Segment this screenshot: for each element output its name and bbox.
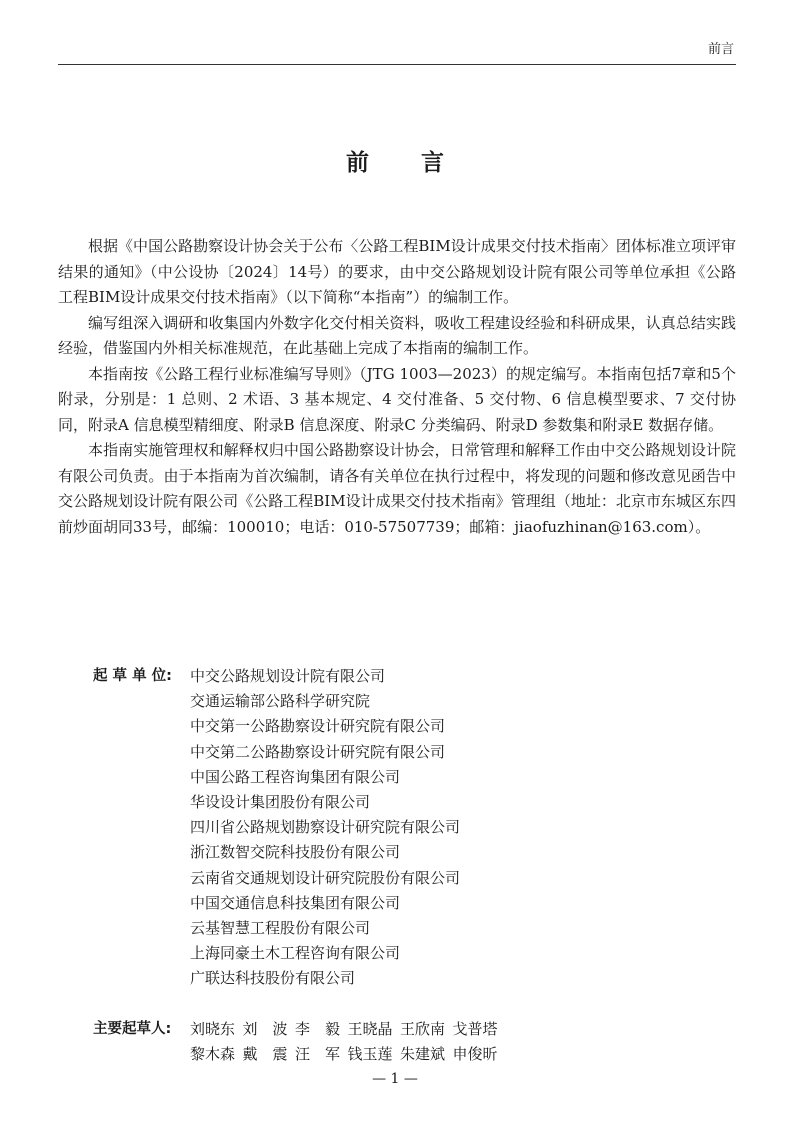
paragraph: 编写组深入调研和收集国内外数字化交付相关资料，吸收工程建设经验和科研成果，认真总结实践经验，借鉴国内外相关标准规范，在此基础上完成了本指南的编制工作。 (58, 313, 736, 357)
drafter-name: 戈普塔 (452, 1020, 498, 1038)
drafting-units-list (190, 664, 460, 992)
list-item: 中国交通信息科技集团有限公司 (190, 893, 401, 912)
drafter-name: 刘 波 (242, 1020, 288, 1038)
list-item: 四川省公路规划勘察设计研究院有限公司 (190, 818, 461, 837)
drafter-name: 汪 军 (295, 1045, 341, 1064)
page-title: 前言 (346, 150, 496, 176)
paragraph: 本指南按《公路工程行业标准编写导则》（JTG 1003—2023）的规定编写。本指南包括7章和5个附录，分别是：1 总则、2 术语、3 基本规定、4 交付准备、5 交付物、6 信息模型要求、7 交付协同，附录A 信息模型精细度、附录B 信息深度、附录C 分类编码、附录D 参数集和附录E 数据存储。 (58, 364, 736, 434)
drafter-row (190, 1042, 610, 1067)
paragraph: 本指南实施管理权和解释权归中国公路勘察设计协会，日常管理和解释工作由中交公路规划设计院有限公司负责。由于本指南为首次编制，请各有关单位在执行过程中，将发现的问题和修改意见函告中交公路规划设计院有限公司《公路工程BIM设计成果交付技术指南》管理组（地址：北京市东城区东四前炒面胡同33号，邮编：100010；电话：010-57507739；邮箱：jiaofuzhinan@163.com）。 (58, 441, 736, 536)
drafter-row (190, 1017, 610, 1042)
list-item: 中国公路工程咨询集团有限公司 (190, 767, 401, 786)
drafting-units-section (93, 664, 460, 992)
list-item: 华设设计集团股份有限公司 (190, 793, 371, 812)
list-item: 中交第一公路勘察设计研究院有限公司 (190, 717, 446, 736)
drafter-name: 申俊昕 (452, 1045, 498, 1064)
drafter-name: 钱玉莲 (347, 1045, 393, 1064)
main-drafters-label: 主要起草人: (93, 1021, 172, 1037)
drafter-name: 李 毅 (295, 1020, 341, 1038)
main-drafters-names (190, 1017, 610, 1067)
list-item: 云基智慧工程股份有限公司 (190, 919, 371, 938)
main-drafters-section (93, 1017, 610, 1067)
drafter-name: 朱建斌 (400, 1045, 446, 1064)
drafter-name: 王欣南 (400, 1020, 446, 1038)
drafter-name: 戴 震 (242, 1045, 288, 1064)
drafter-name: 刘晓东 (190, 1020, 236, 1038)
drafter-name: 王晓晶 (347, 1020, 393, 1038)
running-header-title: 前言 (707, 42, 734, 57)
list-item: 浙江数智交院科技股份有限公司 (190, 843, 401, 862)
list-item: 中交第二公路勘察设计研究院有限公司 (190, 742, 446, 761)
paragraph: 根据《中国公路勘察设计协会关于公布〈公路工程BIM设计成果交付技术指南〉团体标准立项评审结果的通知》（中公设协〔2024〕14号）的要求，由中交公路规划设计院有限公司等单位承担《公路工程BIM设计成果交付技术指南》（以下简称“本指南”）的编制工作。 (58, 237, 736, 306)
list-item: 上海同豪土木工程咨询有限公司 (190, 944, 401, 963)
list-item: 交通运输部公路科学研究院 (190, 692, 371, 711)
drafter-name: 黎木森 (190, 1045, 236, 1064)
header-rule (58, 64, 736, 65)
list-item: 广联达科技股份有限公司 (190, 969, 356, 988)
preface-body (58, 234, 736, 540)
drafting-units-label: 起 草 单 位: (93, 668, 172, 684)
list-item: 云南省交通规划设计研究院股份有限公司 (190, 868, 461, 887)
list-item: 中交公路规划设计院有限公司 (190, 667, 386, 685)
page-number: — 1 — (372, 1071, 418, 1087)
